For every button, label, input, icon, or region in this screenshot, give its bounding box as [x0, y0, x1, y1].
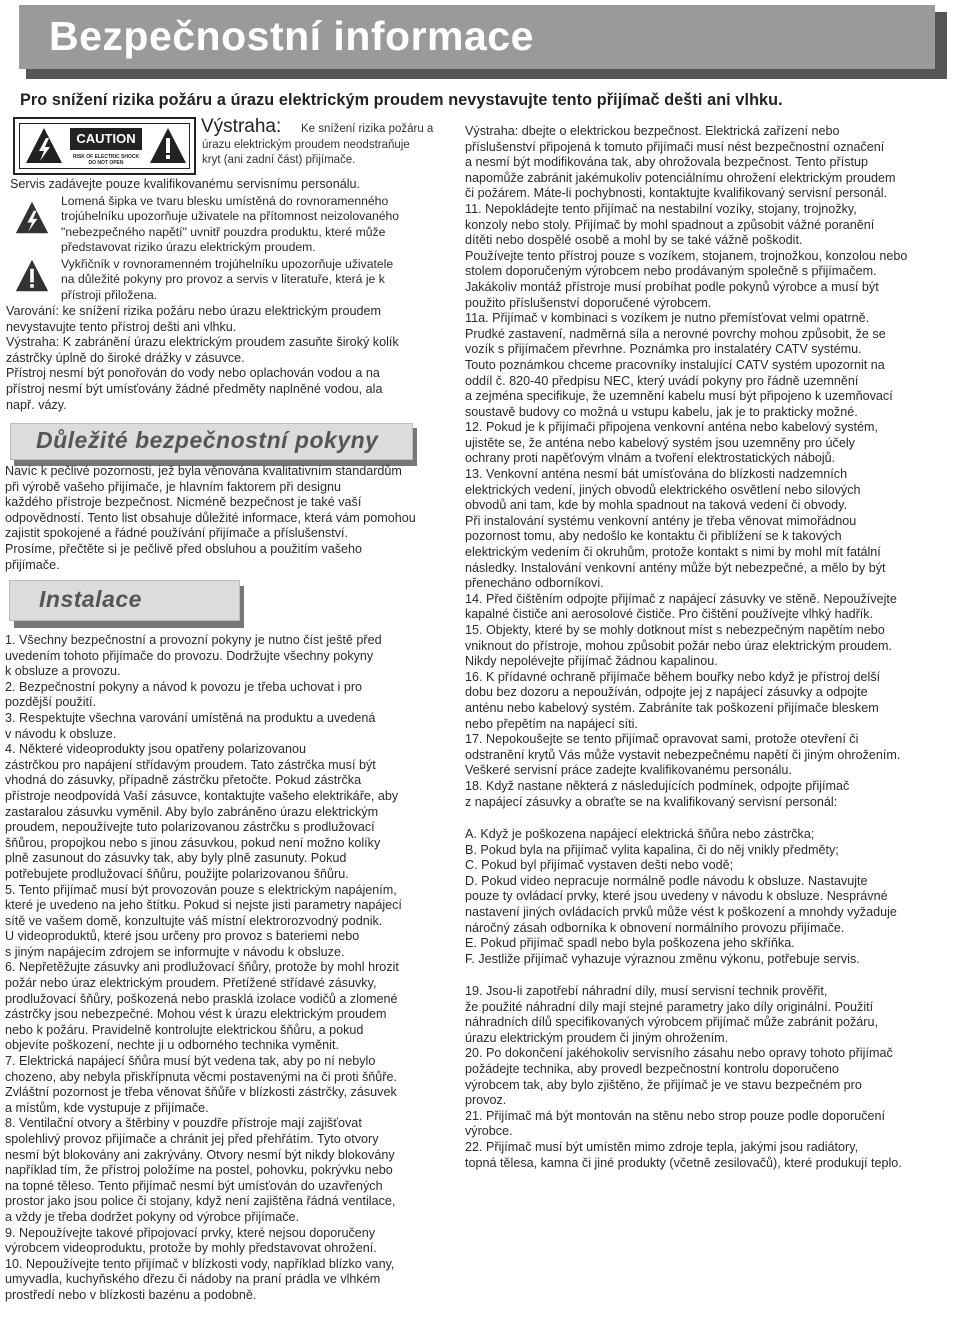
lightning-triangle-icon	[24, 126, 64, 166]
rain-warning-line: Pro snížení rizika požáru a úrazu elektrickým proudem nevystavujte tento přijímač dešti ani vlhku.	[20, 91, 783, 109]
service-note: Servis zadávejte pouze kvalifikovanému servisnímu personálu.	[10, 177, 360, 191]
right-column-block3: 19. Jsou-li zapotřebí náhradní díly, musí servisní technik prověřit, že použité náhradní díly mají stejné parametry jako díly originální. Použití náhradních dílů specifikovaných výrobcem přijímač může zabránit požáru, úrazu elektrickým proudem či jiným ohrožením. 20. Po dokončení jakéhokoliv servisního zásahu nebo opravy tohoto přijímač požádejte technika, aby provedl bezpečnostní kontrolu doporučeno výrobcem tak, aby bylo zjištěno, že přijímač je ve stavu bezpečném pro provoz. 21. Přijímač má být montován na stěnu nebo strop pouze podle doporučení výrobce. 22. Přijímač musí být umístěn mimo zdroje tepla, jakými jsou radiátory, topná tělesa, kamna či jiné produkty (včetně zesilovačů), které produkují teplo.	[465, 984, 902, 1170]
right-column-block1: Výstraha: dbejte o elektrickou bezpečnost. Elektrická zařízení nebo příslušenství připojená k tomuto přijímači musí nést bezpečnostní označení a nesmí být modifikována tak, aby ohrožovala bezpečnost. Tento přístup napomůže zabránit jakémukoliv potenciálnímu ohrožení elektrickým proudem či požárem. Máte-li pochybnosti, kontaktujte kvalifikovaný servisní personál. 11. Nepokládejte tento přijímač na nestabilní vozíky, stojany, trojnožky, konzoly nebo stoly. Přijímač by mohl spadnout a způsobit vážné poranění dítěti nebo dospělé osobě a mohl by se také vážně poškodit. Používejte tento přístroj pouze s vozíkem, stojanem, trojnožkou, konzolou nebo stolem doporučeným výrobcem nebo prodávaným společně s přijímačem. Jakákoliv montáž přístroje musí probíhat podle pokynů výrobce a musí být použito příslušenství doporučené výrobcem. 11a. Přijímač v kombinaci s vozíkem je nutno přemísťovat velmi opatrně. Prudké zastavení, nadměrná síla a nerovné povrchy mohou způsobit, že se vozík s přijímačem převrhne. Poznámka pro instalatéry CATV systému. Touto poznámkou chceme pracovníky instalující CATV systém upozornit na oddíl č. 820-40 předpisu NEC, který uvádí pokyny pro řádně uzemnění a zejména specifikuje, že uzemnění kabelu musí být připojeno k uzemňovací soustavě budovy co možná u vstupu kabelu, jak je to prakticky možné. 12. Pokud je k přijímači připojena venkovní anténa nebo kabelový systém, ujistěte se, že anténa nebo kabelový systém jsou uzemněny pro účely ochrany proti napěťovým vlnám a tvoření elektrostatických nábojů. 13. Venkovní anténa nesmí bát umísťována do blízkosti nadzemních elektrických vedení, jiných obvodů elektrického osvětlení nebo silových obvodů ani tam, kde by mohla spadnout na taková vedení či obvody. Při instalování systému venkovní antény je třeba věnovat mimořádnou pozornost tomu, aby nedošlo ke kontaktu či přiblížení se k takových elektrickým vedením či okruhům, protože kontakt s nimi by mohl mít fatální následky. Instalování venkovní antény může být nebezpečné, a mělo by být přenecháno odborníkovi. 14. Před čištěním odpojte přijímač z napájecí zásuvky ve stěně. Nepoužívejte kapalné čističe ani aerosolové čističe. Pro čištění používejte vlhký hadřík. 15. Objekty, které by se mohly dotknout míst s nebezpečným napětím nebo vniknout do přístroje, mohou způsobit požár nebo úraz elektrickým proudem. Nikdy nepolévejte přijímač žádnou kapalinou. 16. K přídavné ochraně přijímače během bouřky nebo když je přístroj delší dobu bez dozoru a nepoužíván, odpojte jej z napájecí zásuvky a odpojte anténu nebo kabelový systém. Zabráníte tak poškození přijímače bleskem nebo přepětím na napájecí síti. 17. Nepokoušejte se tento přijímač opravovat sami, protože otevření či odstranění krytů Vás může vystavit nebezpečnému napětí či jiným ohrožením. Veškeré servisní práce zadejte kvalifikovanému personálu. 18. Když nastane některá z následujících podmínek, odpojte přijímač z napájecí zásuvky a obraťte se na kvalifikovaný servisní personál:	[465, 124, 908, 809]
exclamation-warning-icon	[14, 258, 50, 294]
vystraha-line1: Ke snížení rizika požáru a	[301, 123, 434, 135]
exclamation-explanation: Vykřičník v rovnoramenném trojúhelníku upozorňuje uživatele na důležité pokyny pro provoz a servis v literatuře, která je k přístroji přiložena.	[61, 257, 394, 302]
lightning-warning-icon	[14, 200, 50, 236]
caution-label	[13, 117, 196, 175]
caution-title: CAUTION	[70, 128, 142, 150]
exclamation-triangle-icon	[148, 126, 188, 166]
right-column-block2: A. Když je poškozena napájecí elektrická šňůra nebo zástrčka; B. Pokud byla na přijímač vylita kapalina, či do něj vnikly předměty; C. Pokud byl přijímač vystaven dešti nebo vodě; D. Pokud video nepracuje normálně podle návodu k obsluze. Nastavujte pouze ty ovládací prvky, které jsou uvedeny v návodu k obsluze. Nesprávné nastavení jiných ovládacích prvků může vést k poškození a mnohdy vyžaduje náročný zásah odborníka k obnovení normálního provozu přijímače. E. Pokud přijímač spadl nebo byla poškozena jeho skříňka. F. Jestliže přijímač vyhazuje výraznou změnu výkonu, potřebuje servis.	[465, 827, 897, 966]
install-heading: Instalace	[39, 586, 142, 612]
vystraha-text: úrazu elektrickým proudem neodstraňuje kryt (ani zadní část) přijímače.	[202, 139, 410, 166]
vystraha-heading: Výstraha:	[201, 116, 282, 137]
rain-warnings: Varování: ke snížení rizika požáru nebo úrazu elektrickým proudem nevystavujte tento přístroj dešti ani vlhku. Výstraha: K zabránění úrazu elektrickým proudem zasuňte široký kolík zástrčky úplně do široké drážky v zásuvce. Přístroj nesmí být ponořován do vody nebo oplachován vodou a na přístroj nesmí být umísťovány žádné předměty naplněné vodou, ala např. vázy.	[6, 304, 399, 412]
page-title: Bezpečnostní informace	[49, 13, 534, 59]
title-banner	[19, 5, 935, 69]
lightning-explanation: Lomená šipka ve tvaru blesku umístěná do rovnoramenného trojúhelníku upozorňuje uživatele na přítomnost neizolovaného "nebezpečného napětí" uvnitř pouzdra produktu, které může představovat riziko úrazu elektrickým proudem.	[61, 194, 400, 255]
important-heading: Důležité bezpečnostní pokyny	[36, 427, 379, 453]
caution-subtitle: RISK OF ELECTRIC SHOCK DO NOT OPEN	[72, 154, 140, 166]
important-body: Navíc k pečlivé pozornosti, jež byla věnována kvalitativním standardům při výrobě vašeho přijímače, je hlavním faktorem při designu každého přístroje bezpečnost. Nicméně bezpečnost je také vaší odpovědností. Tento list obsahuje důležité informace, která vám pomohou zajistit spokojené a řádné používání přijímače a příslušenství. Prosíme, přečtěte si je pečlivě před obsluhou a použitím vašeho přijímače.	[5, 464, 416, 572]
install-body: 1. Všechny bezpečnostní a provozní pokyny je nutno číst ještě před uvedením tohoto přijímače do provozu. Dodržujte všechny pokyny k obsluze a provozu. 2. Bezpečnostní pokyny a návod k povozu je třeba uchovat i pro pozdější použití. 3. Respektujte všechna varování umístěná na produktu a uvedená v návodu k obsluze. 4. Některé videoprodukty jsou opatřeny polarizovanou zástrčkou pro napájení střídavým proudem. Tato zástrčka musí být vhodná do zásuvky, případně zástrčku přetočte. Pokud zástrčka přístroje neodpovídá Vaší zásuvce, kontaktujte vašeho elektrikáře, aby zastaralou zásuvku vyměnil. Aby bylo zabráněno úrazu elektrickým proudem, nepoužívejte tuto polarizovanou zástrčku s prodlužovací šňůrou, propojkou nebo s jinou zásuvkou, pokud není možno kolíky plně zasunout do zásuvky tak, aby byly plně zasunuty. Pokud potřebujete prodlužovací šňůru, použijte polarizovanou šňůru. 5. Tento přijímač musí být provozován pouze s elektrickým napájením, které je uvedeno na jeho štítku. Pokud si nejste jisti parametry napájecí sítě ve vašem domě, konzultujte váš místní elektrorozvodný podnik. U videoproduktů, které jsou určeny pro provoz s bateriemi nebo s jiným napájecím zdrojem se informujte v návodu k obsluze. 6. Nepřetěžujte zásuvky ani prodlužovací šňůry, protože by mohl hrozit požár nebo úraz elektrickým proudem. Přetížené střídavé zásuvky, prodlužovací šňůry, poškozená nebo prasklá izolace vodičů a zlomené zástrčky jsou nebezpečné. Mohou vést k úrazu elektrickým proudem nebo k požáru. Pravidelně kontrolujte elektrickou šňůru, a pokud objevíte poškození, nechte ji u odborného technika vyměnit. 7. Elektrická napájecí šňůra musí být vedena tak, aby po ní nebylo chozeno, aby nebyla přiskřípnuta věcmi postavenými na či proti šňůře. Zvláštní pozornost je třeba věnovat šňůře v blízkosti zástrčky, zásuvek a místům, kde vystupuje z přijímače. 8. Ventilační otvory a štěrbiny v pouzdře přístroje mají zajišťovat spolehlivý provoz přijímače a chránit jej před přehřátím. Tyto otvory nesmí být blokovány ani zakrývány. Otvory nesmí být nikdy blokovány například tím, že přístroj položíme na postel, pohovku, pokrývku nebo na topné těleso. Tento přijímač nesmí být umísťován do uzavřených prostor jako jsou police či stojany, když není zajištěna řádná ventilace, a vždy je třeba dodržet pokyny od výrobce přijímače. 9. Nepoužívejte takové připojovací prvky, které nejsou doporučeny výrobcem videoproduktu, protože by mohly představovat ohrožení. 10. Nepoužívejte tento přijímač v blízkosti vody, například blízko vany, umyvadla, kuchyňského dřezu či nádoby na praní prádla ve vlhkém prostředí nebo v blízkosti bazénu a podobně.	[5, 633, 402, 1302]
